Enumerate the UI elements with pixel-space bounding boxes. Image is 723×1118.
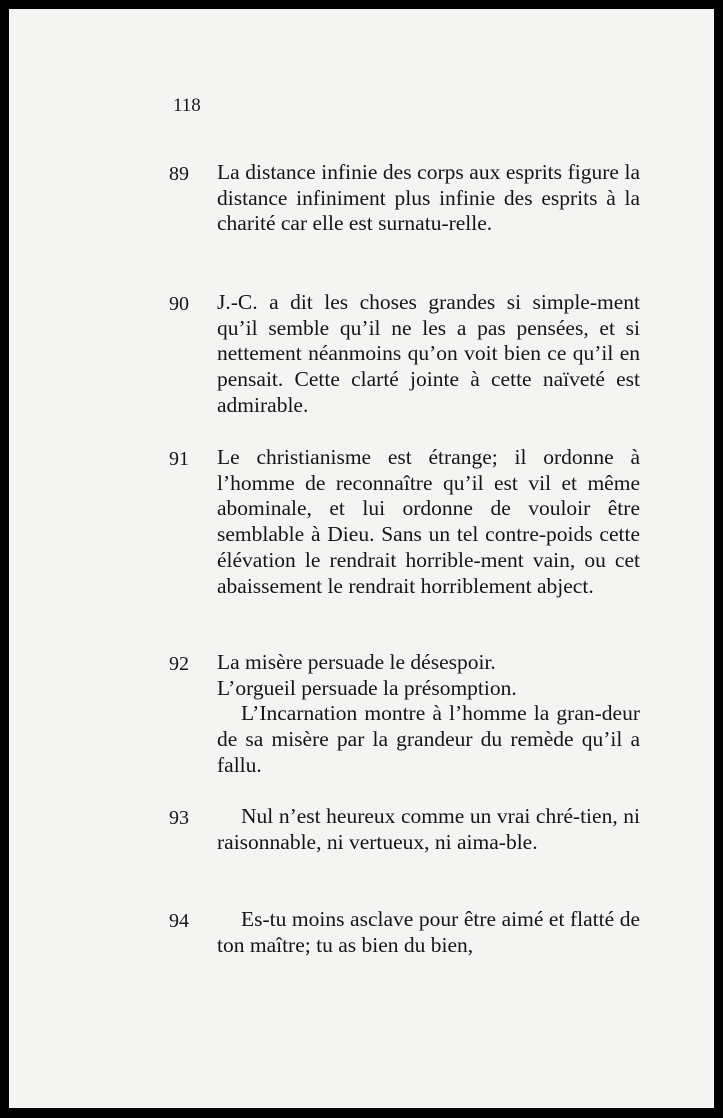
entry-number: 91 bbox=[169, 448, 189, 470]
entry-number: 90 bbox=[169, 293, 189, 315]
page-number: 118 bbox=[173, 95, 201, 116]
entry-text bbox=[217, 290, 640, 419]
entry-paragraph: La distance infinie des corps aux esprits figure la distance infiniment plus infinie des esprits à la charité car elle est surnatu-relle. bbox=[217, 160, 640, 236]
entry-91 bbox=[169, 445, 649, 599]
entry-paragraph: J.-C. a dit les choses grandes si simple-ment qu’il semble qu’il ne les a pas pensées, et si nettement néanmoins qu’on voit bien ce qu’il en pensait. Cette clarté jointe à cette naïveté est admirable. bbox=[217, 290, 640, 417]
entry-89 bbox=[169, 160, 649, 237]
entry-number: 89 bbox=[169, 163, 189, 185]
entry-paragraph: Es-tu moins asclave pour être aimé et flatté de ton maître; tu as bien du bien, bbox=[217, 907, 640, 957]
entry-text bbox=[217, 907, 640, 958]
entry-number: 93 bbox=[169, 807, 189, 829]
entry-92 bbox=[169, 650, 649, 779]
entry-text bbox=[217, 650, 640, 779]
entry-paragraph: L’Incarnation montre à l’homme la gran-deur de sa misère par la grandeur du remède qu’il a fallu. bbox=[217, 701, 640, 777]
entry-paragraph: La misère persuade le désespoir. bbox=[217, 650, 496, 674]
entry-text bbox=[217, 804, 640, 855]
book-page bbox=[9, 9, 714, 1108]
entry-94 bbox=[169, 907, 649, 958]
entry-90 bbox=[169, 290, 649, 419]
entry-paragraph: L’orgueil persuade la présomption. bbox=[217, 675, 517, 700]
entry-paragraph: Le christianisme est étrange; il ordonne à l’homme de reconnaître qu’il est vil et même abominale, et lui ordonne de vouloir être semblable à Dieu. Sans un tel contre-poids cette élévation le rendrait horrible-ment vain, ou cet abaissement le rendrait horriblement abject. bbox=[217, 445, 640, 598]
entry-number: 94 bbox=[169, 910, 189, 932]
entry-number: 92 bbox=[169, 653, 189, 675]
entry-paragraph: Nul n’est heureux comme un vrai chré-tien, ni raisonnable, ni vertueux, ni aima-ble. bbox=[217, 804, 640, 854]
entry-93 bbox=[169, 804, 649, 855]
entry-text bbox=[217, 445, 640, 599]
entry-text bbox=[217, 160, 640, 237]
